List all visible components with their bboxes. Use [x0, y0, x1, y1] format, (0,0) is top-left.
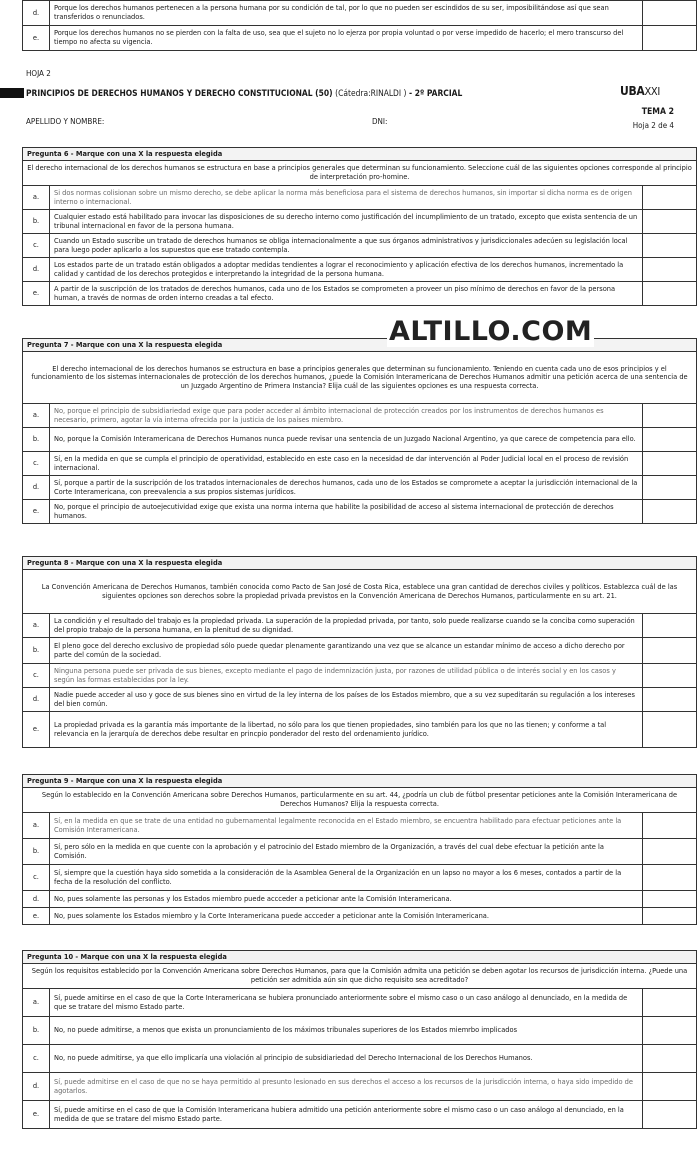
option-text: Cuando un Estado suscribe un tratado de derechos humanos se obliga internacionalmente a que sus órganos administrativos y jurisdiccionales adecúen su legislación local para luego poder aplicarlo a los supuestos que ese tratado contempla.	[50, 234, 643, 258]
option-letter: b.	[23, 428, 50, 452]
question-title: Pregunta 10 - Marque con una X la respuesta elegida	[23, 951, 697, 964]
question-10	[22, 950, 697, 1129]
option-text: El pleno goce del derecho exclusivo de propiedad sólo puede quedar plenamente garantizando una vez que se alcance un estandar mínimo de acceso a dicho derecho por parte del común de la sociedad.	[50, 638, 643, 664]
answer-box[interactable]	[643, 210, 697, 234]
tema-label: TEMA 2	[641, 107, 674, 117]
page-count: Hoja 2 de 4	[632, 121, 674, 130]
option-text: Sí, puede amitirse en el caso de que la Comisión Interamericana hubiera admitido una petición anteriormente sobre el mismo caso o un caso análogo al denunciado, en la medida de que se tratare del mismo Estado parte.	[50, 1101, 643, 1129]
answer-box[interactable]	[643, 1045, 697, 1073]
question-8	[22, 556, 697, 748]
answer-box[interactable]	[643, 258, 697, 282]
header-bar	[0, 88, 24, 98]
option-text: Sí, en la medida en que se trate de una entidad no gubernamental legalmente reconocida en el Estado miembro, se encuentra habilitado para efectuar peticiones ante la Comisión Interamericana.	[50, 813, 643, 839]
answer-box[interactable]	[643, 908, 697, 925]
option-letter: e.	[23, 282, 50, 306]
option-text: Los estados parte de un tratado están obligados a adoptar medidas tendientes a lograr el reconocimiento y aplicación efectiva de los derechos humanos, incrementado la calidad y cantidad de los derechos protegidos e interpretando la integridad de la persona humana.	[50, 258, 643, 282]
option-letter: c.	[23, 234, 50, 258]
option-letter: d.	[23, 1073, 50, 1101]
option-text: No, pues solamente las personas y los Estados miembro puede accceder a peticionar ante la Comisión Interamericana.	[50, 891, 643, 908]
question-statement: Según los requisitos establecido por la Convención Americana sobre Derechos Humanos, para que la Comisión admita una petición se deben agotar los recursos de jurisdicción interna. ¿Puede una petición ser admitida aún sin que dicho requisito sea acreditado?	[23, 964, 697, 989]
option-letter: a.	[23, 404, 50, 428]
answer-box[interactable]	[643, 989, 697, 1017]
answer-box[interactable]	[643, 638, 697, 664]
option-text: Porque los derechos humanos no se pierden con la falta de uso, sea que el sujeto no lo ejerza por propia voluntad o por verse impedido de hacerlo; el mero transcurso del tiempo no afecta su vigencia.	[50, 26, 643, 51]
option-letter: c.	[23, 664, 50, 688]
option-letter: e.	[23, 26, 50, 51]
answer-box[interactable]	[643, 452, 697, 476]
option-letter: a.	[23, 186, 50, 210]
answer-box[interactable]	[643, 865, 697, 891]
course-title	[26, 88, 462, 98]
catedra: (Cátedra:RINALDI )	[335, 88, 407, 98]
answer-box[interactable]	[643, 26, 697, 51]
answer-box[interactable]	[643, 1073, 697, 1101]
question-title: Pregunta 9 - Marque con una X la respuesta elegida	[23, 775, 697, 788]
option-letter: a.	[23, 989, 50, 1017]
option-letter: d.	[23, 891, 50, 908]
answer-box[interactable]	[643, 428, 697, 452]
dni-field-label: DNI:	[372, 117, 388, 126]
option-text: Nadie puede acceder al uso y goce de sus bienes sino en virtud de la ley interna de los países de los Estados miembro, que a su vez supeditarán su regulación a los intereses del bien común.	[50, 688, 643, 712]
answer-box[interactable]	[643, 500, 697, 524]
option-letter: e.	[23, 1101, 50, 1129]
option-letter: d.	[23, 688, 50, 712]
answer-box[interactable]	[643, 688, 697, 712]
question-title: Pregunta 8 - Marque con una X la respuesta elegida	[23, 557, 697, 570]
question-6	[22, 147, 697, 306]
option-text: Sí, porque a partir de la suscripción de los tratados internacionales de derechos humanos, cada uno de los Estados se compromete a aceptar la jurisdicción internacional de la Corte Interamericana, con preevalencia a sus propios sistemas jurídicos.	[50, 476, 643, 500]
question-title: Pregunta 7 - Marque con una X la respuesta elegida	[23, 339, 697, 352]
answer-box[interactable]	[643, 664, 697, 688]
question-7	[22, 338, 697, 524]
answer-box[interactable]	[643, 476, 697, 500]
answer-box[interactable]	[643, 839, 697, 865]
option-letter: e.	[23, 712, 50, 748]
option-letter: b.	[23, 210, 50, 234]
answer-box[interactable]	[643, 1101, 697, 1129]
question-statement: La Convención Americana de Derechos Humanos, también conocida como Pacto de San José de Costa Rica, establece una gran cantidad de derechos civiles y políticos. Establezca cuál de las siguientes opciones son derechos sobre la propiedad privada previstos en la Convención Americana de Derechos Humanos, particularmente en su art. 21.	[23, 570, 697, 614]
parcial: - 2º PARCIAL	[409, 88, 463, 98]
option-text: Sí, en la medida en que se cumpla el principio de operatividad, establecido en este caso en la necesidad de dar intervención al Poder Judicial local en el proceso de revisión internacional.	[50, 452, 643, 476]
option-text: La condición y el resultado del trabajo es la propiedad privada. La superación de la propiedad privada, por tanto, solo puede realizarse cuando se la conciba como superación del propio trabajo de la persona humana, en la plenitud de su dignidad.	[50, 614, 643, 638]
question-statement: Según lo establecido en la Convención Americana sobre Derechos Humanos, particularmente en su art. 44, ¿podría un club de fútbol presentar peticiones ante la Comisión Interamericana de Derechos Humanos? Elija la respuesta correcta.	[23, 788, 697, 813]
option-text: A partir de la suscripción de los tratados de derechos humanos, cada uno de los Estados se comprometen a proveer un piso mínimo de derechos en favor de la persona human, a través de normas de orden interno creadas a tal efecto.	[50, 282, 643, 306]
option-text: Sí, puede admitirse en el caso de que no se haya permitido al presunto lesionado en sus derechos el acceso a los recursos de la jurisdicción interna, o haya sido impedido de agotarlos.	[50, 1073, 643, 1101]
question-title: Pregunta 6 - Marque con una X la respuesta elegida	[23, 148, 697, 161]
question-statement: El derecho internacional de los derechos humanos se estructura en base a principios generales que determinan su funcionamiento. Seleccione cuál de las siguientes opciones corresponde al principio de interpretación pro-homine.	[23, 161, 697, 186]
option-text: Sí, pero sólo en la medida en que cuente con la aprobación y el patrocinio del Estado miembro de la Organización, a través del cual debe efectuar la petición ante la Comisión.	[50, 839, 643, 865]
option-letter: b.	[23, 839, 50, 865]
option-text: No, porque la Comisión Interamericana de Derechos Humanos nunca puede revisar una sentencia de un Juzgado Nacional Argentino, ya que carece de competencia para ello.	[50, 428, 643, 452]
option-letter: d.	[23, 258, 50, 282]
sheet-label: HOJA 2	[26, 69, 51, 78]
previous-question-fragment	[22, 0, 697, 51]
answer-box[interactable]	[643, 712, 697, 748]
answer-box[interactable]	[643, 282, 697, 306]
answer-box[interactable]	[643, 186, 697, 210]
option-letter: e.	[23, 908, 50, 925]
option-letter: c.	[23, 452, 50, 476]
uba-xxi-logo: UBAXXI	[620, 84, 661, 98]
option-letter: e.	[23, 500, 50, 524]
option-text: Sí, siempre que la cuestión haya sido sometida a la consideración de la Asamblea General de la Organización en un lapso no mayor a los 6 meses, contados a partir de la fecha de la resolución del conflicto.	[50, 865, 643, 891]
answer-box[interactable]	[643, 404, 697, 428]
option-letter: d.	[23, 1, 50, 26]
answer-box[interactable]	[643, 1017, 697, 1045]
option-text: Cualquier estado está habilitado para invocar las disposiciones de su derecho interno como justificación del incumplimiento de un tratado, excepto que exista sentencia de un tribunal internacional en favor de la persona humana.	[50, 210, 643, 234]
option-text: Sí, puede amitirse en el caso de que la Corte Interamericana se hubiera pronunciado anteriormente sobre el mismo caso o un caso análogo al denunciado, en la medida de que se tratare del mismo Estado parte.	[50, 989, 643, 1017]
name-field-label: APELLIDO Y NOMBRE:	[26, 117, 105, 126]
option-letter: b.	[23, 1017, 50, 1045]
option-letter: a.	[23, 813, 50, 839]
option-text: Porque los derechos humanos pertenecen a la persona humana por su condición de tal, por lo que no pueden ser escindidos de su ser, imposibilitándose así que sean transferidos o renunciados.	[50, 1, 643, 26]
course-name: PRINCIPIOS DE DERECHOS HUMANOS Y DERECHO CONSTITUCIONAL (50)	[26, 88, 333, 98]
option-letter: d.	[23, 476, 50, 500]
option-text: Ninguna persona puede ser privada de sus bienes, excepto mediante el pago de indemnización justa, por razones de utilidad pública o de interés social y en los casos y según las formas establecidas por la ley.	[50, 664, 643, 688]
option-letter: b.	[23, 638, 50, 664]
option-text: No, porque el principio de autoejecutividad exige que exista una norma interna que habilite la posibilidad de acceso al sistema internacional de protección de derechos humanos.	[50, 500, 643, 524]
answer-box[interactable]	[643, 813, 697, 839]
altillo-watermark: ALTILLO.COM	[389, 316, 593, 347]
option-letter: c.	[23, 865, 50, 891]
option-letter: c.	[23, 1045, 50, 1073]
answer-box[interactable]	[643, 891, 697, 908]
option-text: No, no puede admitirse, ya que ello implicaría una violación al principio de subsidiariedad del Derecho Internacional de los Derechos Humanos.	[50, 1045, 643, 1073]
option-text: La propiedad privada es la garantía más importante de la libertad, no sólo para los que tienen propiedades, sino también para los que no las tienen; y conforme a tal relevancia en la jerarquía de derechos debe resultar en princpio ponderador del resto del ordenamiento jurídico.	[50, 712, 643, 748]
question-9	[22, 774, 697, 925]
option-text: No, pues solamente los Estados miembro y la Corte Interamericana puede accceder a peticionar ante la Comisión Interamericana.	[50, 908, 643, 925]
option-text: Si dos normas colisionan sobre un mismo derecho, se debe aplicar la norma más beneficiosa para el sistema de derechos humanos, sin importar si dicha norma es de origen interno o internacional.	[50, 186, 643, 210]
option-text: No, no puede admitirse, a menos que exista un pronunciamiento de los máximos tribunales superiores de los Estados miemrbo implicados	[50, 1017, 643, 1045]
option-text: No, porque el principio de subsidiariedad exige que para poder acceder al ámbito internacional de protección creados por los instrumentos de derechos humanos es necesario, primero, agotar la vía interna ofrecida por la justicia de los países miembro.	[50, 404, 643, 428]
answer-box[interactable]	[643, 1, 697, 26]
option-letter: a.	[23, 614, 50, 638]
answer-box[interactable]	[643, 614, 697, 638]
answer-box[interactable]	[643, 234, 697, 258]
question-statement: El derecho internacional de los derechos humanos se estructura en base a principios generales que determinan su funcionamiento. Teniendo en cuenta cada uno de esos principios y el funcionamiento de los sistemas internacionales de protección de los derechos humanos, ¿puede la Comisión Interamericana de Derechos Humanos admitir una petición acerca de una sentencia de un Juzgado Argentino de Primera Instancia? Elija cuál de las siguientes opciones es una respuesta correcta.	[23, 352, 697, 404]
